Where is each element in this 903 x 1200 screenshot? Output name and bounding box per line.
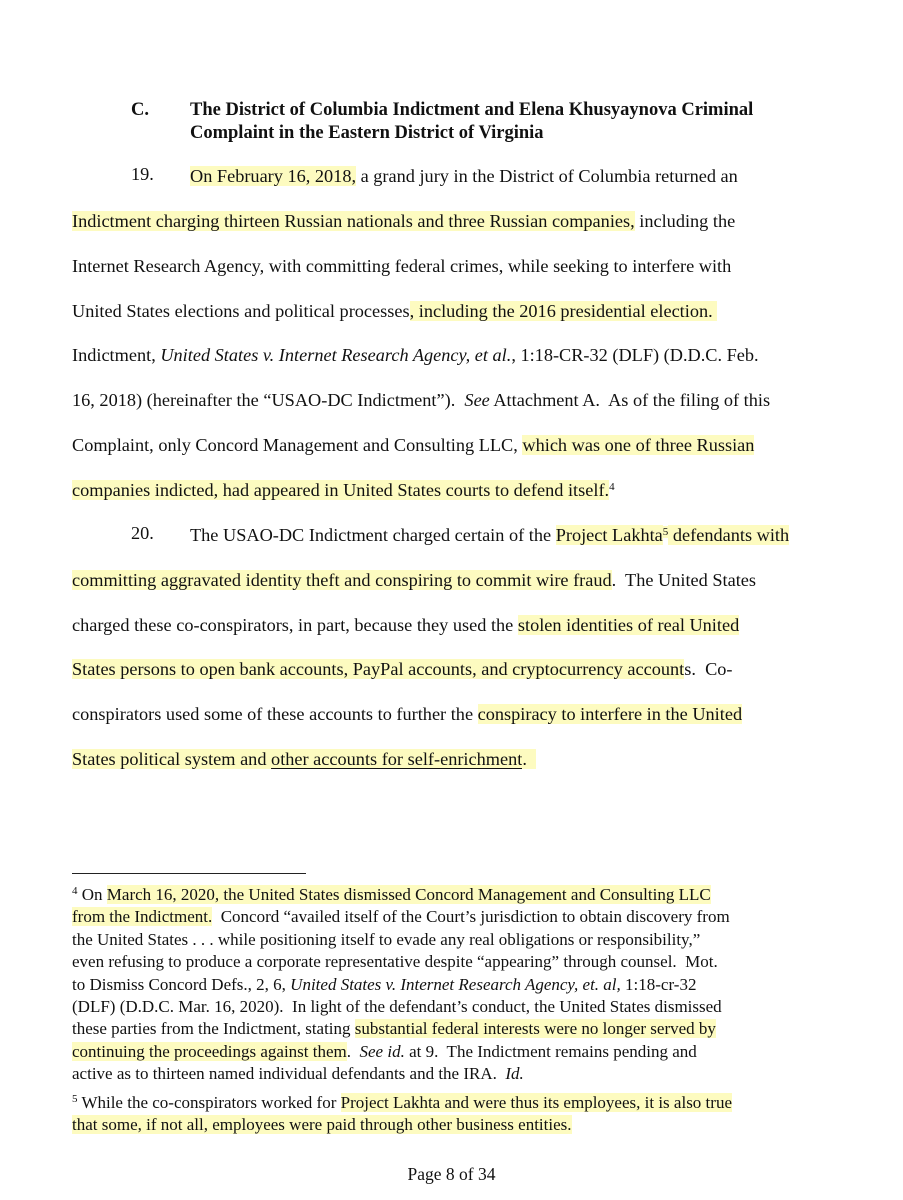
highlighted-text: March 16, 2020, the United States dismissed Concord Management and Consulting LLC	[106, 885, 711, 904]
footnote-ref: 4	[609, 480, 615, 493]
body-line	[72, 299, 717, 323]
footnote-ref: 5	[72, 1092, 78, 1105]
body-line	[190, 164, 738, 188]
paragraph-number: 20.	[131, 522, 154, 543]
text-run: Complaint, only Concord Management and Consulting LLC,	[72, 435, 523, 456]
footnote-ref: 5	[662, 525, 669, 538]
highlighted-text: Project Lakhta and were thus its employees, it is also true	[340, 1092, 732, 1112]
body-line	[72, 343, 759, 367]
text-run: a grand jury in the District of Columbia returned an	[356, 166, 738, 186]
page-number: Page 8 of 34	[407, 1164, 496, 1184]
footnote-line	[72, 1092, 732, 1113]
text-run: conspirators used some of these accounts to further the	[72, 704, 478, 725]
text-run: .	[346, 1041, 360, 1061]
highlighted-text: Project Lakhta	[555, 524, 663, 545]
footnote-line	[72, 1114, 572, 1135]
text-run: to Dismiss Concord Defs., 2, 6,	[72, 974, 291, 994]
text-run: Id.	[505, 1064, 524, 1084]
text-run: United States v. Internet Research Agency, et. al,	[290, 974, 621, 994]
highlighted-text: continuing the proceedings against them	[72, 1041, 347, 1061]
text-run: Indictment,	[72, 345, 161, 366]
text-run: s. Co-	[684, 659, 733, 680]
highlighted-text: States political system and	[72, 749, 272, 770]
text-run: See id.	[359, 1041, 405, 1061]
text-run: Attachment A. As of the filing of this	[489, 390, 771, 411]
text-run: active as to thirteen named individual defendants and the IRA.	[72, 1064, 506, 1084]
body-line	[72, 478, 615, 502]
body-line	[72, 747, 536, 771]
text-run: United States elections and political processes	[72, 300, 410, 321]
highlighted-text: conspiracy to interfere in the United	[477, 704, 743, 725]
highlighted-text: On February 16, 2018,	[190, 166, 357, 186]
body-line	[72, 657, 733, 681]
text-run: United States v. Internet Research Agency, et al.	[160, 345, 512, 366]
footnote-line	[72, 1018, 716, 1039]
text-run: (DLF) (D.D.C. Mar. 16, 2020). In light of the defendant’s conduct, the United States dismissed	[72, 997, 722, 1016]
footnote-line	[72, 906, 730, 927]
text-run: 16, 2018) (hereinafter the “USAO-DC Indictment”).	[72, 390, 465, 411]
text-run: at 9. The Indictment remains pending and	[404, 1041, 697, 1061]
text-run: 1:18-cr-32	[620, 974, 697, 994]
text-run: charged these co-conspirators, in part, because they used the	[72, 614, 518, 635]
highlighted-text: .	[522, 749, 537, 770]
text-run: including the	[634, 210, 736, 231]
section-title-line-2: Complaint in the Eastern District of Virginia	[190, 123, 544, 143]
highlighted-text: substantial federal interests were no longer served by	[354, 1019, 716, 1039]
footnote-line	[72, 1063, 524, 1084]
body-line	[72, 209, 735, 233]
section-title-line-1: The District of Columbia Indictment and Elena Khusyaynova Criminal	[190, 100, 754, 120]
highlighted-text: which was one of three Russian	[522, 435, 755, 456]
footnote-line	[72, 974, 696, 995]
footnote-line	[72, 996, 722, 1017]
text-run: even refusing to produce a corporate representative despite “appearing” through counsel. Mot.	[72, 952, 718, 972]
highlighted-text: defendants with	[668, 524, 790, 545]
footnote-line	[72, 951, 718, 972]
text-run: The USAO-DC Indictment charged certain of the	[190, 524, 556, 545]
text-run: While the co-conspirators worked for	[77, 1092, 341, 1112]
body-line	[72, 388, 770, 412]
text-run: . The United States	[611, 569, 757, 590]
body-line	[72, 433, 754, 457]
footnote-line	[72, 884, 711, 905]
highlighted-text: companies indicted, had appeared in United States courts to defend itself.	[72, 479, 610, 500]
highlighted-text: other accounts for self-enrichment	[271, 749, 523, 770]
highlighted-text: stolen identities of real United	[517, 614, 740, 635]
body-line	[72, 568, 756, 592]
text-run: Internet Research Agency, with committing federal crimes, while seeking to interfere with	[72, 255, 732, 276]
highlighted-text: that some, if not all, employees were paid through other business entities.	[72, 1115, 572, 1134]
text-run: See	[464, 390, 490, 411]
highlighted-text: committing aggravated identity theft and conspiring to commit wire fraud	[72, 569, 612, 590]
text-run: On	[77, 885, 107, 904]
highlighted-text: States persons to open bank accounts, PayPal accounts, and cryptocurrency account	[72, 659, 685, 680]
text-run: these parties from the Indictment, stating	[72, 1019, 355, 1039]
paragraph-number: 19.	[131, 164, 154, 184]
body-line	[72, 702, 742, 726]
text-run: Concord “availed itself of the Court’s jurisdiction to obtain discovery from	[212, 907, 730, 927]
body-line	[72, 254, 731, 278]
highlighted-text: from the Indictment.	[72, 907, 213, 927]
body-line	[72, 613, 739, 637]
highlighted-text: Indictment charging thirteen Russian nationals and three Russian companies,	[72, 210, 635, 231]
footnote-ref: 4	[72, 885, 78, 897]
highlighted-text: , including the 2016 presidential election.	[409, 300, 718, 321]
footnote-separator	[72, 873, 306, 874]
footnote-line	[72, 1041, 697, 1062]
text-run: , 1:18-CR-32 (DLF) (D.D.C. Feb.	[511, 345, 759, 366]
text-run: the United States . . . while positioning itself to evade any real obligations or responsibility,”	[72, 929, 701, 949]
section-letter: C.	[131, 100, 149, 120]
footnote-line	[72, 929, 700, 950]
body-line	[190, 523, 789, 547]
